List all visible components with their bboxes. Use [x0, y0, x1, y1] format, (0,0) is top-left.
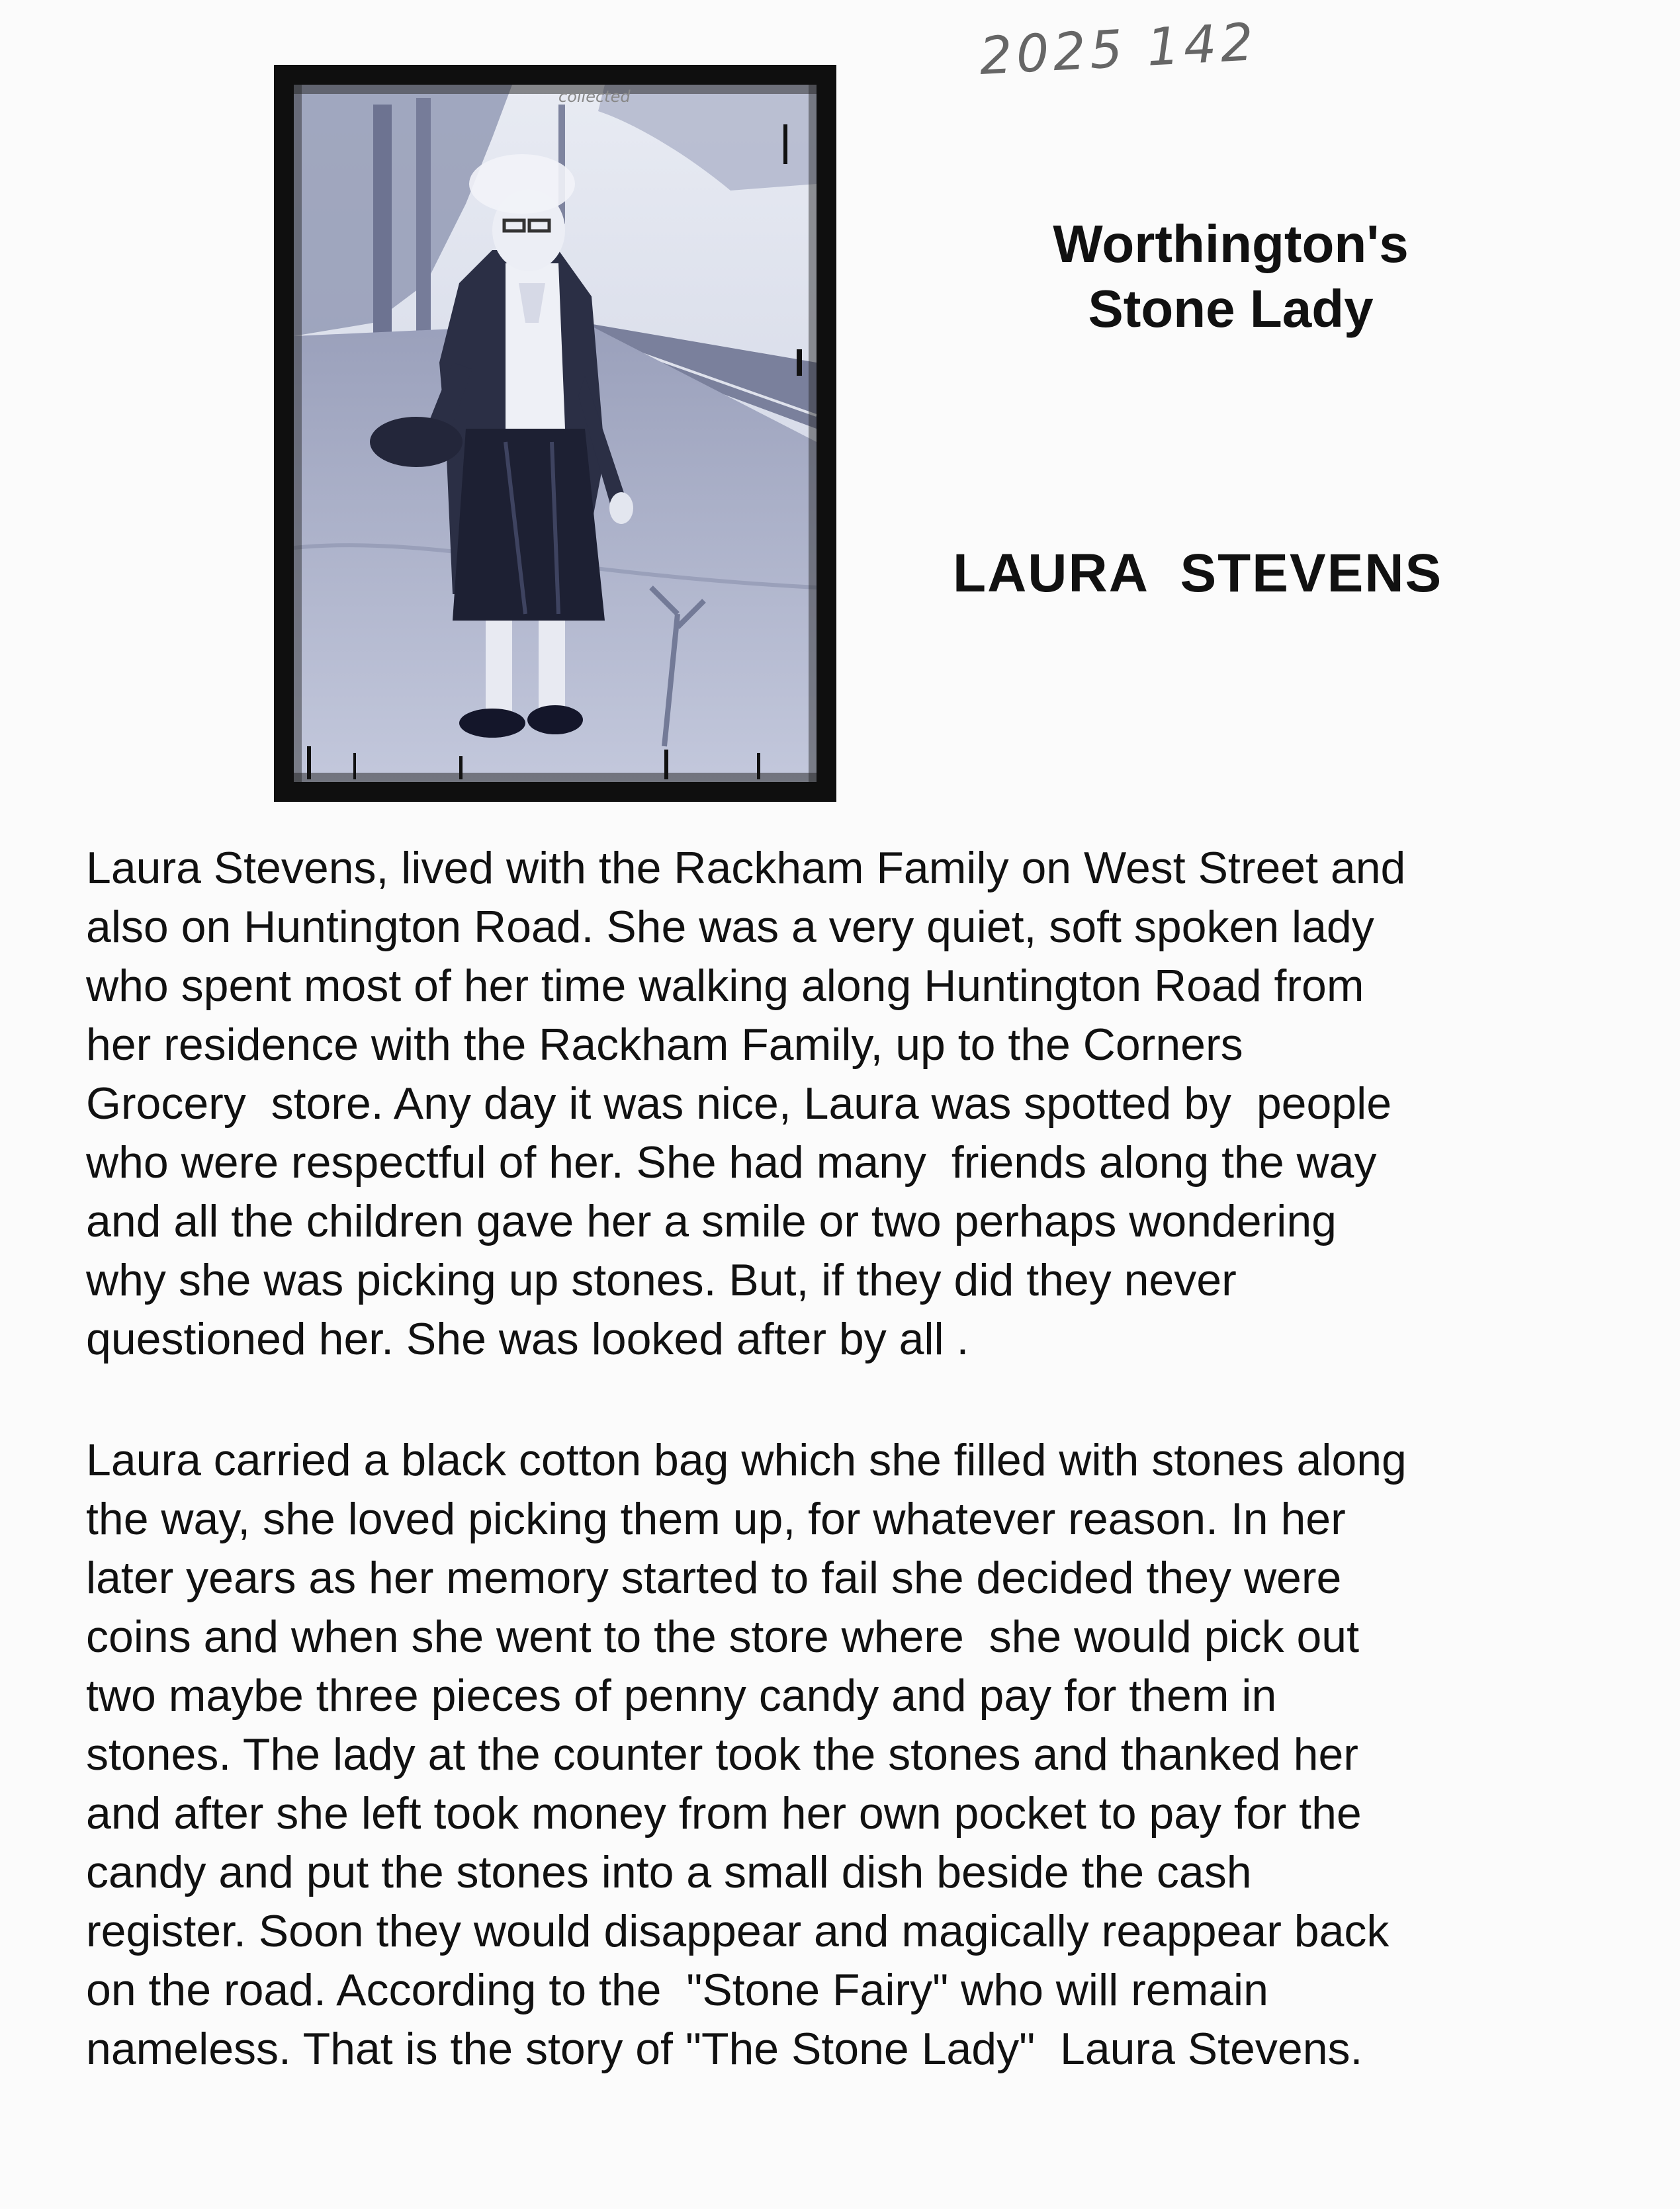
paragraph-line: Laura carried a black cotton bag which she filled with stones along	[86, 1435, 1407, 1485]
paragraph-line: who were respectful of her. She had many friends along the way	[86, 1137, 1377, 1188]
photo-frame	[274, 65, 836, 802]
paragraph-2	[86, 1431, 1608, 2079]
handwritten-accession-number: 2025 142	[977, 13, 1259, 87]
paragraph-line: on the road. According to the "Stone Fairy" who will remain	[86, 1965, 1268, 2015]
paragraph-line: stones. The lady at the counter took the stones and thanked her	[86, 1729, 1358, 1780]
portrait-photo	[294, 85, 817, 782]
portrait-photo-image	[294, 85, 817, 782]
paragraph-line: Laura Stevens, lived with the Rackham Family on West Street and	[86, 843, 1406, 893]
paragraph-line: nameless. That is the story of "The Stone Lady" Laura Stevens.	[86, 2024, 1363, 2074]
paragraph-line: and all the children gave her a smile or two perhaps wondering	[86, 1196, 1337, 1246]
paragraph-line: also on Huntington Road. She was a very quiet, soft spoken lady	[86, 902, 1374, 952]
paragraph-line: the way, she loved picking them up, for whatever reason. In her	[86, 1494, 1346, 1544]
paragraph-line: Grocery store. Any day it was nice, Laura was spotted by people	[86, 1078, 1392, 1129]
title-line-2: Stone Lady	[1088, 279, 1374, 338]
paragraph-line: why she was picking up stones. But, if they did they never	[86, 1255, 1237, 1305]
paragraph-1	[86, 839, 1608, 1369]
photo-caption: collected	[558, 87, 631, 106]
paragraph-line: later years as her memory started to fail she decided they were	[86, 1553, 1342, 1603]
paragraph-line: candy and put the stones into a small dish beside the cash	[86, 1847, 1252, 1897]
paragraph-line: and after she left took money from her own pocket to pay for the	[86, 1788, 1362, 1839]
document-title	[900, 212, 1562, 341]
paragraph-line: questioned her. She was looked after by all .	[86, 1314, 969, 1364]
subject-name: LAURA STEVENS	[953, 543, 1443, 603]
paragraph-line: register. Soon they would disappear and magically reappear back	[86, 1906, 1390, 1956]
paragraph-line: coins and when she went to the store where she would pick out	[86, 1612, 1360, 1662]
paragraph-line: two maybe three pieces of penny candy and pay for them in	[86, 1670, 1277, 1721]
paragraph-line: who spent most of her time walking along Huntington Road from	[86, 961, 1364, 1011]
paragraph-line: her residence with the Rackham Family, up to the Corners	[86, 1019, 1243, 1070]
title-line-1: Worthington's	[1053, 214, 1409, 273]
